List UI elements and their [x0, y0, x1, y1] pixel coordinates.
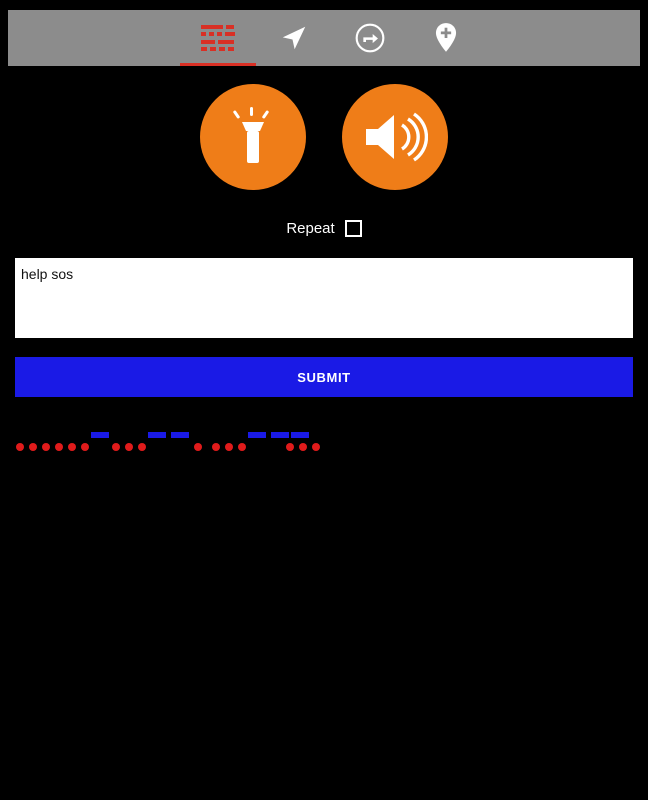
sound-button[interactable]: [342, 84, 448, 190]
morse-dot: [299, 443, 307, 451]
morse-dot: [225, 443, 233, 451]
morse-dot: [138, 443, 146, 451]
morse-output: [16, 432, 632, 462]
morse-dash: [171, 432, 189, 438]
repeat-label: Repeat: [286, 220, 335, 237]
morse-dot: [112, 443, 120, 451]
add-location-pin-icon: [432, 22, 460, 54]
morse-dot: [238, 443, 246, 451]
morse-dot: [312, 443, 320, 451]
morse-dot: [81, 443, 89, 451]
action-button-row: [0, 84, 648, 190]
repeat-checkbox[interactable]: [345, 220, 362, 237]
submit-button[interactable]: SUBMIT: [15, 357, 633, 397]
tab-active-underline: [180, 63, 256, 66]
morse-dash: [91, 432, 109, 438]
tab-add-place[interactable]: [408, 10, 484, 66]
top-tab-bar: [8, 10, 640, 66]
tab-morse[interactable]: [180, 10, 256, 66]
flashlight-icon: [226, 107, 280, 167]
morse-dot: [16, 443, 24, 451]
message-input[interactable]: [15, 258, 633, 338]
morse-dash: [291, 432, 309, 438]
directions-turn-icon: [354, 22, 386, 54]
flashlight-button[interactable]: [200, 84, 306, 190]
repeat-row: [0, 220, 648, 237]
morse-dot: [286, 443, 294, 451]
morse-dot: [29, 443, 37, 451]
morse-dot: [55, 443, 63, 451]
morse-dot: [212, 443, 220, 451]
morse-dot: [194, 443, 202, 451]
navigation-arrow-icon: [279, 23, 309, 53]
morse-dash: [271, 432, 289, 438]
morse-dash: [148, 432, 166, 438]
speaker-volume-icon: [362, 110, 428, 164]
morse-dot: [42, 443, 50, 451]
tab-navigate[interactable]: [256, 10, 332, 66]
morse-dot: [68, 443, 76, 451]
morse-code-icon: [201, 25, 235, 51]
tab-directions[interactable]: [332, 10, 408, 66]
morse-dash: [248, 432, 266, 438]
morse-dot: [125, 443, 133, 451]
